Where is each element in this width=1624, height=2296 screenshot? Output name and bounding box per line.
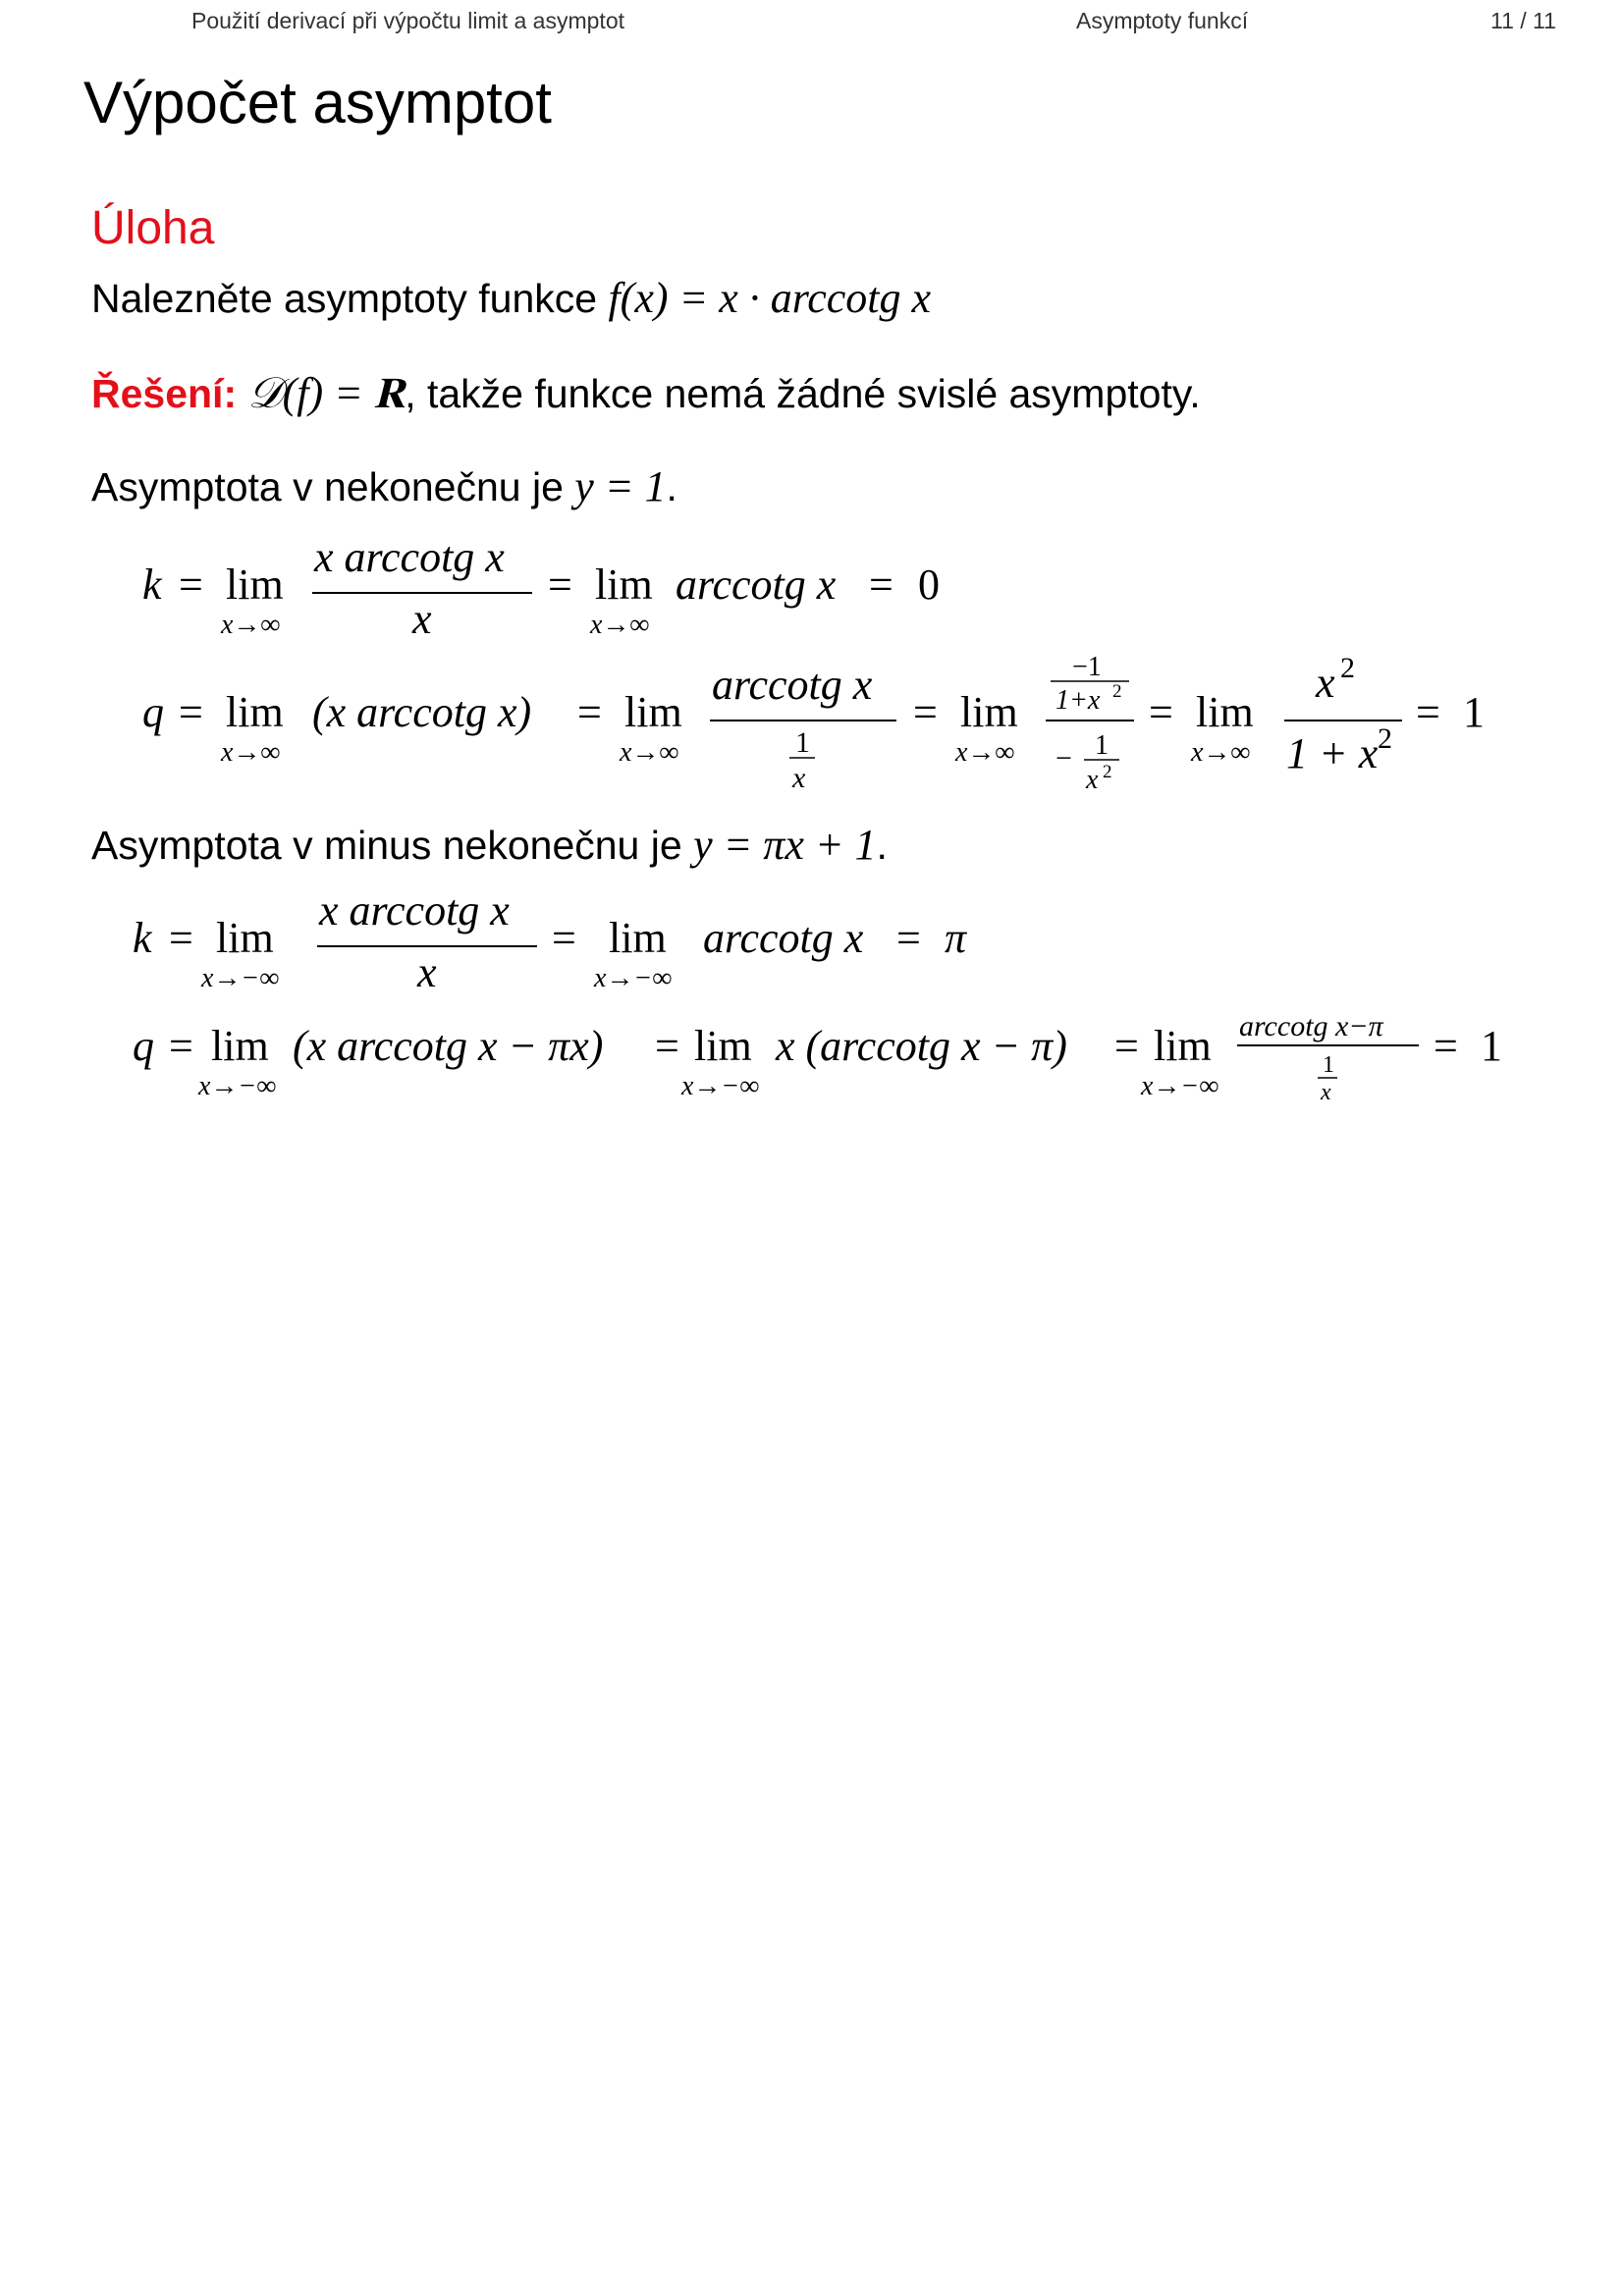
- equals-sign: =: [1434, 1022, 1458, 1070]
- task-formula: f(x) = x · arccotg x: [608, 274, 932, 322]
- equals-sign: =: [913, 688, 938, 736]
- lim-subscript: x→∞: [221, 737, 281, 768]
- equals-sign: =: [1149, 688, 1173, 736]
- exponent: 2: [1103, 762, 1112, 782]
- asymptote-minus-infinity: [91, 820, 888, 870]
- small-numerator: 1: [1323, 1052, 1334, 1078]
- header-section-title: Použití derivací při výpočtu limit a asymptot: [191, 8, 624, 33]
- plus-inf-text: Asymptota v nekonečnu je: [91, 464, 564, 509]
- slide-header: [0, 0, 1624, 39]
- lim-operator: lim: [1154, 1022, 1212, 1070]
- equals-sign: =: [1114, 1022, 1139, 1070]
- task-heading: Úloha: [91, 202, 215, 254]
- plus-inf-formula: y = 1: [574, 462, 667, 510]
- solution-line: [91, 368, 1201, 418]
- small-denominator: x: [792, 762, 806, 794]
- limit-argument: x (arccotg x − π): [776, 1022, 1067, 1070]
- equation-q-minus-inf: [128, 1001, 1551, 1119]
- equals-sign: =: [896, 914, 921, 962]
- lim-operator: lim: [624, 688, 682, 736]
- arccotg-expression: arccotg x: [676, 561, 837, 609]
- minus-inf-text: Asymptota v minus nekonečnu je: [91, 823, 682, 868]
- exponent: 2: [1378, 722, 1392, 755]
- equation-k-minus-inf: [128, 883, 1011, 1001]
- equals-sign: =: [169, 914, 193, 962]
- numerator: x: [1316, 659, 1335, 707]
- denominator: x: [412, 595, 432, 643]
- equals-sign: =: [869, 561, 893, 609]
- small-denominator: x: [1321, 1080, 1331, 1105]
- result-pi: π: [945, 914, 967, 962]
- limit-argument: (x arccotg x): [312, 688, 532, 736]
- arccotg-expression: arccotg x: [703, 914, 864, 962]
- equation-q-plus-inf: [137, 648, 1512, 805]
- lim-operator: lim: [226, 688, 284, 736]
- equals-sign: =: [552, 914, 576, 962]
- minus-inf-end: .: [876, 823, 888, 868]
- numerator: arccotg x−π: [1239, 1010, 1383, 1042]
- q-variable: q: [133, 1022, 154, 1070]
- k-variable: k: [133, 914, 152, 962]
- lim-subscript: x→∞: [221, 610, 281, 640]
- exponent: 2: [1112, 681, 1122, 702]
- derivative-numerator-top: −1: [1072, 652, 1102, 682]
- solution-text: , takže funkce nemá žádné svislé asymptoty.: [405, 371, 1201, 416]
- exponent: 2: [1340, 652, 1355, 684]
- lim-subscript: x→−∞: [681, 1071, 760, 1101]
- small-numerator: 1: [795, 726, 810, 759]
- lim-subscript: x→∞: [955, 737, 1015, 768]
- equals-sign: =: [548, 561, 572, 609]
- page-number: 11 / 11: [1490, 8, 1556, 33]
- lim-operator: lim: [211, 1022, 269, 1070]
- lim-subscript: x→−∞: [198, 1071, 277, 1101]
- denominator: x: [417, 948, 437, 996]
- equals-sign: =: [577, 688, 602, 736]
- lim-operator: lim: [960, 688, 1018, 736]
- denominator: 1 + x: [1286, 729, 1379, 777]
- equals-sign: =: [179, 561, 203, 609]
- k-variable: k: [142, 561, 162, 609]
- asymptote-plus-infinity: [91, 461, 677, 511]
- minus-inf-formula: y = πx + 1: [693, 821, 877, 869]
- result-one: 1: [1481, 1022, 1502, 1070]
- lim-subscript: x→−∞: [1141, 1071, 1219, 1101]
- q-variable: q: [142, 688, 164, 736]
- lim-subscript: x→∞: [590, 610, 650, 640]
- task-text: Nalezněte asymptoty funkce: [91, 276, 598, 321]
- lim-operator: lim: [609, 914, 667, 962]
- equals-sign: =: [179, 688, 203, 736]
- lim-subscript: x→∞: [1191, 737, 1251, 768]
- equation-k-plus-inf: [137, 530, 1021, 648]
- result-zero: 0: [918, 561, 940, 609]
- equals-sign: =: [1416, 688, 1440, 736]
- solution-label: Řešení:: [91, 371, 238, 416]
- limit-argument: (x arccotg x − πx): [293, 1022, 604, 1070]
- equals-sign: =: [169, 1022, 193, 1070]
- derivative-denominator-top: 1: [1095, 730, 1109, 761]
- lim-operator: lim: [226, 561, 284, 609]
- equals-sign: =: [655, 1022, 679, 1070]
- lim-operator: lim: [694, 1022, 752, 1070]
- lim-operator: lim: [1196, 688, 1254, 736]
- numerator: x arccotg x: [314, 533, 505, 581]
- lim-subscript: x→−∞: [594, 963, 673, 993]
- lim-operator: lim: [595, 561, 653, 609]
- derivative-numerator-bottom: 1+x: [1056, 685, 1101, 716]
- result-one: 1: [1463, 688, 1485, 736]
- derivative-denominator-bottom: x: [1086, 765, 1099, 795]
- lim-operator: lim: [216, 914, 274, 962]
- minus-sign: −: [1056, 742, 1072, 774]
- header-subsection-title: Asymptoty funkcí: [1076, 8, 1249, 33]
- task-statement: [91, 273, 931, 323]
- domain-formula: 𝒟(f) = 𝐑: [247, 369, 406, 417]
- plus-inf-end: .: [666, 464, 677, 509]
- page-title: Výpočet asymptot: [83, 70, 552, 135]
- lim-subscript: x→−∞: [201, 963, 280, 993]
- numerator: arccotg x: [712, 661, 873, 709]
- numerator: x arccotg x: [319, 886, 510, 934]
- lim-subscript: x→∞: [620, 737, 679, 768]
